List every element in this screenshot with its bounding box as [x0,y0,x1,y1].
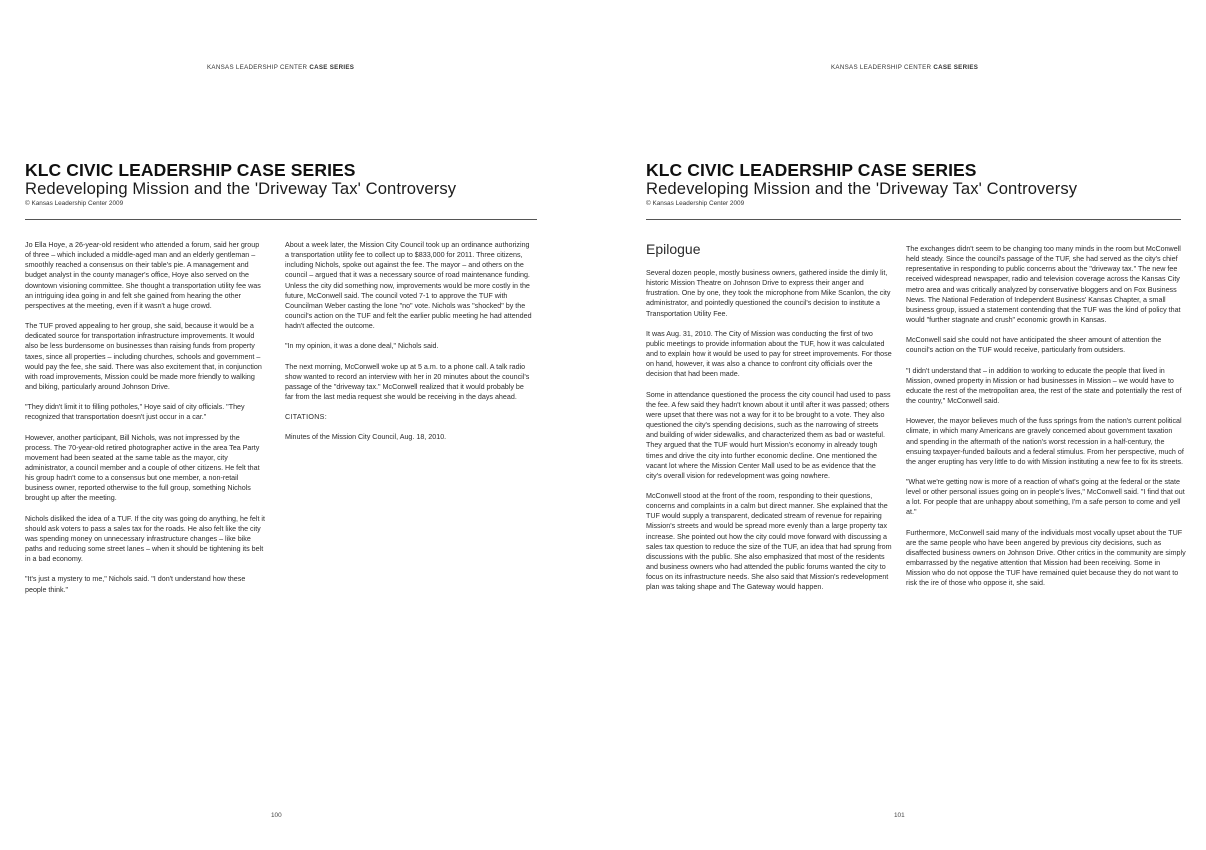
paragraph: The TUF proved appealing to her group, she said, because it would be a dedicated source for transportation infrastructure improvements. It would also be less burdensome on businesses than raising funds from property taxes, since all properties – including churches, schools and government – would pay the fee, she said. There was also excitement that, in conjunction with road improvements, Mission could be made more friendly to walking and biking, particularly around Johnson Drive. [25,322,262,392]
paragraph: Furthermore, McConwell said many of the individuals most vocally upset about the TUF are the same people who have been angered by previous city decisions, such as disaffected business owners on Johnson Drive. Other critics in the community are simply embarrassed by the negative attention that Mission had been receiving. Some in Mission who do not oppose the TUF have remained quiet because they do not want to risk the ire of those who oppose it, she said. [906,528,1186,588]
paragraph: "I didn't understand that – in addition to working to educate the people that lived in Mission, owned property in Mission or had businesses in Mission – we would have to educate the rest of the metropolitan area, the rest of the state and potentially the rest of the country," McConwell said. [906,366,1182,406]
paragraph: McConwell said she could not have anticipated the sheer amount of attention the council's action on the TUF would receive, particularly from outsiders. [906,336,1162,355]
page-number: 100 [271,812,282,819]
series-title: KLC CIVIC LEADERSHIP CASE SERIES [646,160,977,180]
paragraph: Jo Ella Hoye, a 26-year-old resident who attended a forum, said her group of three – which included a middle-aged man and an elderly gentleman – smoothly reached a consensus on their table's pie. A management and budget analyst in the county manager's office, Hoye also served on the downtown visioning committee. She thought a transportation utility fee was an intriguing idea going in and felt she gained from hearing the other perspectives at the meeting, even if it wasn't a huge crowd. [25,241,261,310]
section-heading-epilogue: Epilogue [646,241,701,257]
paragraph: However, another participant, Bill Nichols, was not impressed by the process. The 70-year-old retired photographer active in the area Tea Party movement had been seated at the same table as the mayor, city administrator, a council member and a couple of other citizens. He felt that his group hadn't come to a consensus but one member, a non-retail business owner, reported otherwise to the full group, something Nichols brought up after the meeting. [25,433,260,503]
body-column-2 [906,244,1186,599]
paragraph: "What we're getting now is more of a reaction of what's going at the federal or the state level or other personal issues going on in people's lives," McConwell said. "I find that out a lot. For people that are unhappy about something, I'm a safe person to come and yell at." [906,477,1185,517]
header-rule [646,219,1181,220]
paragraph: "It's just a mystery to me," Nichols said. "I don't understand how these people think." [25,575,246,594]
paragraph: It was Aug. 31, 2010. The City of Mission was conducting the first of two public meetings to provide information about the TUF, how it was calculated and to explain how it would be used to pay for street improvements. For those on hand, however, it was also a chance to confront city officials over the decision that had been made. [646,329,892,379]
citation: Minutes of the Mission City Council, Aug. 18, 2010. [285,433,447,442]
citations-label: CITATIONS: [285,413,328,422]
paragraph: The exchanges didn't seem to be changing too many minds in the room but McConwell held steady. Since the council's passage of the TUF, she had served as the city's chief representative in responding to public concerns about the "driveway tax." The new fee received widespread newspaper, radio and television coverage across the Kansas City metro area and was critically analyzed by conservative bloggers and on Fox Business News. The National Federation of Independent Business' Kansas Chapter, a small business group, issued a statement contending that the TUF was the kind of policy that would "further stagnate and crush" economic growth in Kansas. [906,245,1181,325]
copyright-line: © Kansas Leadership Center 2009 [646,200,745,207]
paragraph: About a week later, the Mission City Council took up an ordinance authorizing a transportation utility fee to collect up to $833,000 for 2011. Three citizens, including Nichols, spoke out against the fee. The mayor – and others on the council – argued that it was a necessary source of road maintenance funding. Unless the city did something now, improvements would be more costly in the future, McConwell said. The council voted 7-1 to approve the TUF with Councilman Weber casting the lone "no" vote. Nichols was "shocked" by the council's action on the TUF and felt the earlier public meeting he had attended hadn't affected the outcome. [285,241,532,331]
paragraph: The next morning, McConwell woke up at 5 a.m. to a phone call. A talk radio show wanted to record an interview with her in 20 minutes about the council's passage of the "driveway tax." McConwell realized that it would probably be far from the last media request she would be receiving in the days ahead. [285,362,530,402]
right-page [603,0,1206,850]
body-column-2 [285,240,533,453]
body-column-1 [646,268,892,603]
case-subtitle: Redeveloping Mission and the 'Driveway Tax' Controversy [25,179,457,198]
header-rule [25,219,537,220]
running-head: KANSAS LEADERSHIP CENTER CASE SERIES [207,64,355,71]
paragraph: McConwell stood at the front of the room, responding to their questions, concerns and complaints in a calm but direct manner. She explained that the TUF would supply a transparent, dedicated stream of revenue for repairing Mission's streets and would be spread more evenly than a large property tax increase. She pointed out how the city could move forward with discussing a sales tax question to reduce the size of the TUF, an idea that had sprung from discussions with the public. She also emphasized that most of the residents and business owners who had attended the public forums wanted the city to focus on its infrastructure needs. She also said that Mission's redevelopment plan was taking shape and The Gateway would happen. [646,491,892,592]
paragraph: Some in attendance questioned the process the city council had used to pass the fee. A few said they hadn't known about it until after it was passed; others were upset that there was not a way for it to be brought to a vote. They also questioned the city's spending decisions, such as the narrowing of streets and building of wider sidewalks, and characterized them as bad or wasteful. They argued that the TUF would hurt Mission's economy in already tough times and drive the city into further economic decline. One mentioned the vacant lot where the Mission Center Mall used to be as evidence that the city's overall vision for redevelopment was going nowhere. [646,390,891,480]
paragraph: "In my opinion, it was a done deal," Nichols said. [285,342,439,351]
series-title: KLC CIVIC LEADERSHIP CASE SERIES [25,160,356,180]
paragraph: Nichols disliked the idea of a TUF. If the city was going do anything, he felt it should ask voters to pass a sales tax for the roads. He also felt like the city was spending money on unnecessary infrastructure changes – like bike paths and reducing some street lanes – when it should be tightening its belt in a bad economy. [25,514,266,564]
paragraph: However, the mayor believes much of the fuss springs from the nation's current political climate, in which many Americans are gravely concerned about government taxation and spending in the aftermath of the nation's worst recession in a half-century, the ensuing taxpayer-funded bailouts and a federal stimulus. From her perspective, much of the anger erupting has very little to do with Mission instituting a new fee to fix its streets. [906,417,1184,466]
paragraph: "They didn't limit it to filling potholes," Hoye said of city officials. "They recognized that transportation doesn't just occur in a car." [25,403,245,422]
case-subtitle: Redeveloping Mission and the 'Driveway Tax' Controversy [646,179,1078,198]
copyright-line: © Kansas Leadership Center 2009 [25,200,124,207]
paragraph: Several dozen people, mostly business owners, gathered inside the dimly lit, historic Mission Theatre on Johnson Drive to express their anger and frustration. One by one, they took the microphone from Mike Scanlon, the city administrator, and pointedly questioned the council's decision to institute a Transportation Utility Fee. [646,269,891,318]
page-number: 101 [894,812,905,819]
body-column-1 [25,240,267,605]
running-head: KANSAS LEADERSHIP CENTER CASE SERIES [831,64,979,71]
